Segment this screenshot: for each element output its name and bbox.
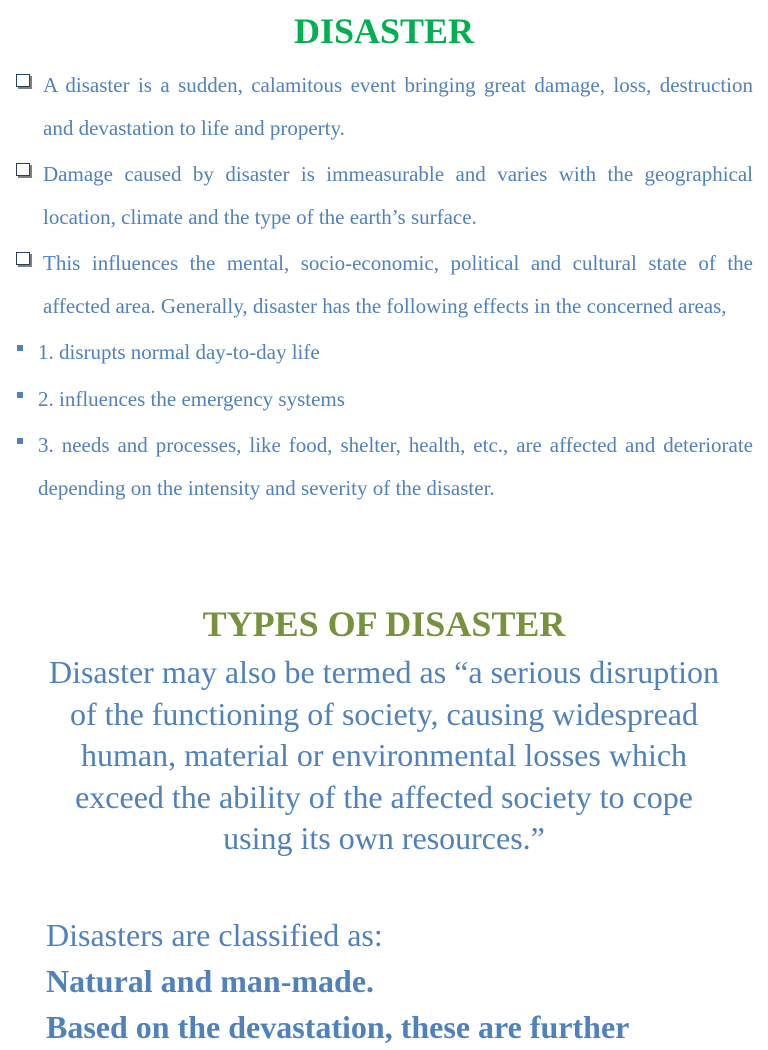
effect-item [14,331,753,374]
checkbox-bullet-icon [16,74,30,87]
classification-continuation: Based on the devastation, these are further [46,1009,630,1045]
page-title: DISASTER [293,11,475,51]
effect-item-text: 1. disrupts normal day-to-day life [38,340,320,364]
intro-bullet-text: A disaster is a sudden, calamitous event bringing great damage, loss, destruction and devastation to life and property. [43,73,753,140]
effect-item [14,424,753,509]
intro-section [14,64,753,513]
checkbox-bullet-icon [16,163,30,176]
types-heading: TYPES OF DISASTER [202,604,566,644]
effect-item-text: 3. needs and processes, like food, shelter, health, etc., are affected and deteriorate depending on the intensity and severity of the disaster. [38,433,753,500]
intro-bullet [14,64,753,149]
classification-lead: Disasters are classified as: [46,917,383,953]
classification-block [46,912,746,1050]
square-bullet-icon [17,345,23,351]
classification-classes: Natural and man-made. [46,963,375,999]
checkbox-bullet-icon [16,252,30,265]
definition-quote: Disaster may also be termed as “a serious disruption of the functioning of society, causing widespread human, material or environmental losses which exceed the ability of the affected society to cope using its own resources.” [48,654,720,856]
intro-bullet [14,242,753,327]
intro-bullet [14,153,753,238]
intro-bullet-text: Damage caused by disaster is immeasurable and varies with the geographical location, climate and the type of the earth’s surface. [43,162,753,229]
effect-item [14,378,753,421]
square-bullet-icon [17,438,23,444]
effect-item-text: 2. influences the emergency systems [38,386,345,411]
square-bullet-icon [17,392,23,398]
intro-bullet-text: This influences the mental, socio-economic, political and cultural state of the affected area. Generally, disaster has the following effects in the concerned areas, [43,251,753,318]
